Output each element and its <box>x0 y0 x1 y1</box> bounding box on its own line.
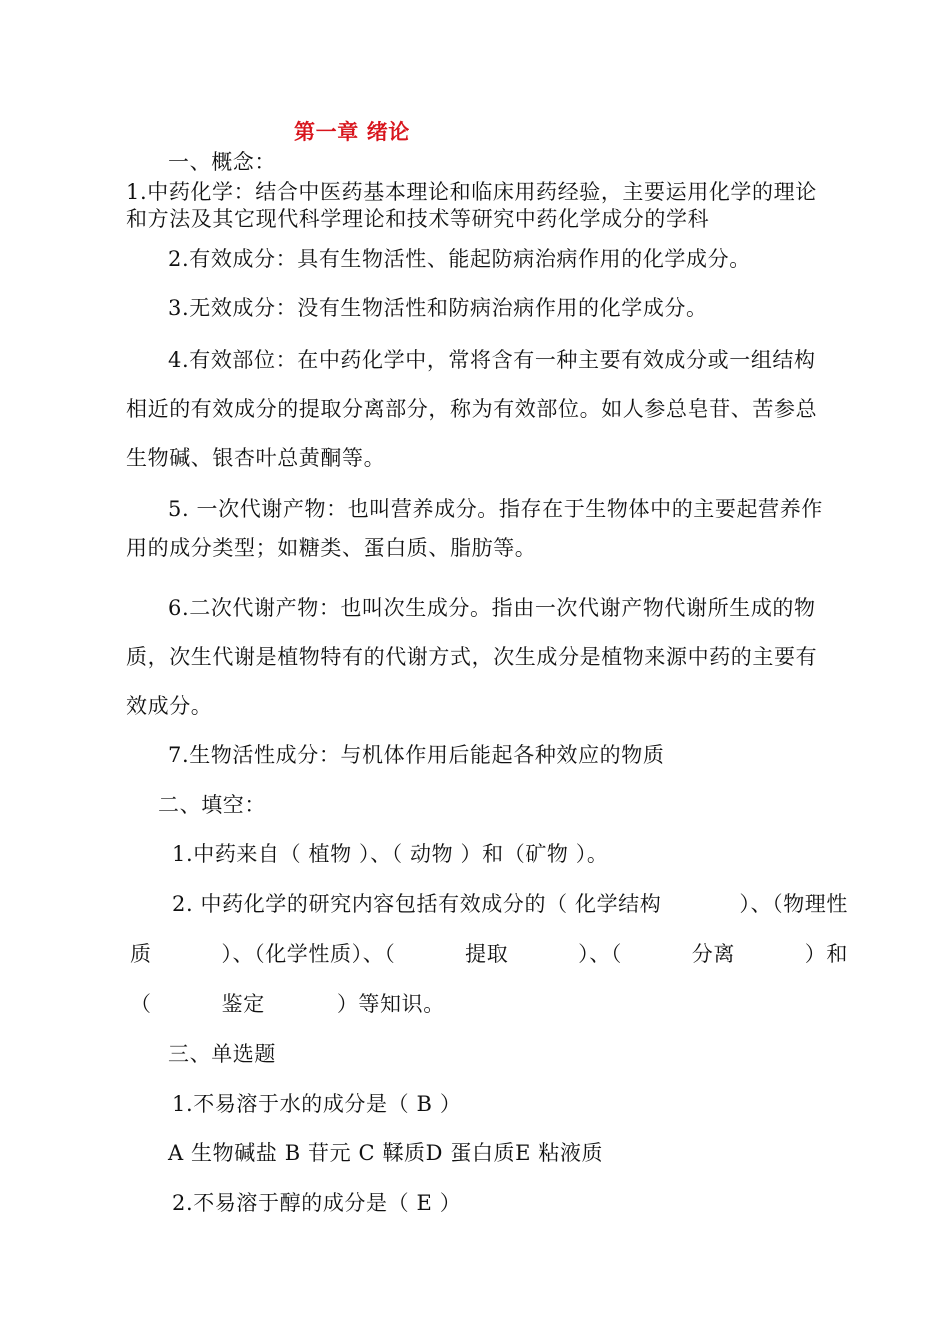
choice-question-2: 2.不易溶于醇的成分是（ E ） <box>172 1191 462 1215</box>
fill-question-2-line-2 <box>130 940 848 968</box>
concept-item-2: 2.有效成分：具有生物活性、能起防病治病作用的化学成分。 <box>168 247 751 271</box>
concept-item-4-line-2: 相近的有效成分的提取分离部分，称为有效部位。如人参总皂苷、苦参总 <box>126 397 818 421</box>
concept-item-5-line-1: 5. 一次代谢产物：也叫营养成分。指存在于生物体中的主要起营养作 <box>168 497 823 521</box>
fill-question-2-line-1 <box>172 890 848 918</box>
concept-item-7: 7.生物活性成分：与机体作用后能起各种效应的物质 <box>168 743 665 767</box>
fill-q2-line2-part-e: 分离 <box>691 942 735 966</box>
concept-item-4-line-1: 4.有效部位：在中药化学中，常将含有一种主要有效成分或一组结构 <box>168 348 816 372</box>
fill-q2-line2-part-c: 提取 <box>465 942 509 966</box>
fill-q2-line2-part-b: ）、（化学性质）、（ <box>221 942 396 966</box>
concept-item-6-line-1: 6.二次代谢产物：也叫次生成分。指由一次代谢产物代谢所生成的物 <box>168 596 816 620</box>
concept-item-6-line-3: 效成分。 <box>126 694 213 718</box>
section-heading-single-choice: 三、单选题 <box>168 1042 276 1066</box>
section-heading-concepts: 一、概念： <box>168 150 276 174</box>
concept-item-1-line-2: 和方法及其它现代科学理论和技术等研究中药化学成分的学科 <box>126 207 710 231</box>
fill-q2-line3-part-b: 鉴定 <box>221 992 265 1016</box>
choice-question-1-options: A 生物碱盐 B 苷元 C 鞣质D 蛋白质E 粘液质 <box>168 1141 604 1165</box>
fill-question-1: 1.中药来自（ 植物 ）、（ 动物 ）和（矿物 ）。 <box>172 842 609 866</box>
fill-q2-line1-part-b: ）、（物理性 <box>739 892 848 916</box>
fill-q2-line3-part-a: （ <box>130 992 152 1016</box>
chapter-title: 第一章 绪论 <box>294 119 410 144</box>
fill-q2-line2-part-f: ）和 <box>804 942 848 966</box>
section-heading-fill-in: 二、填空： <box>158 793 266 817</box>
choice-question-1: 1.不易溶于水的成分是（ B ） <box>172 1092 462 1116</box>
fill-question-2-line-3 <box>130 990 445 1018</box>
fill-q2-line3-part-c: ）等知识。 <box>336 992 445 1016</box>
fill-q2-line2-part-a: 质 <box>130 942 152 966</box>
fill-q2-line2-part-d: ）、（ <box>578 942 622 966</box>
concept-item-6-line-2: 质，次生代谢是植物特有的代谢方式，次生成分是植物来源中药的主要有 <box>126 645 818 669</box>
concept-item-4-line-3: 生物碱、银杏叶总黄酮等。 <box>126 446 386 470</box>
concept-item-1-line-1: 1.中药化学：结合中医药基本理论和临床用药经验，主要运用化学的理论 <box>126 180 817 204</box>
fill-q2-line1-part-a: 2. 中药化学的研究内容包括有效成分的（ 化学结构 <box>172 892 662 916</box>
concept-item-5-line-2: 用的成分类型；如糖类、蛋白质、脂肪等。 <box>126 536 537 560</box>
concept-item-3: 3.无效成分：没有生物活性和防病治病作用的化学成分。 <box>168 296 708 320</box>
